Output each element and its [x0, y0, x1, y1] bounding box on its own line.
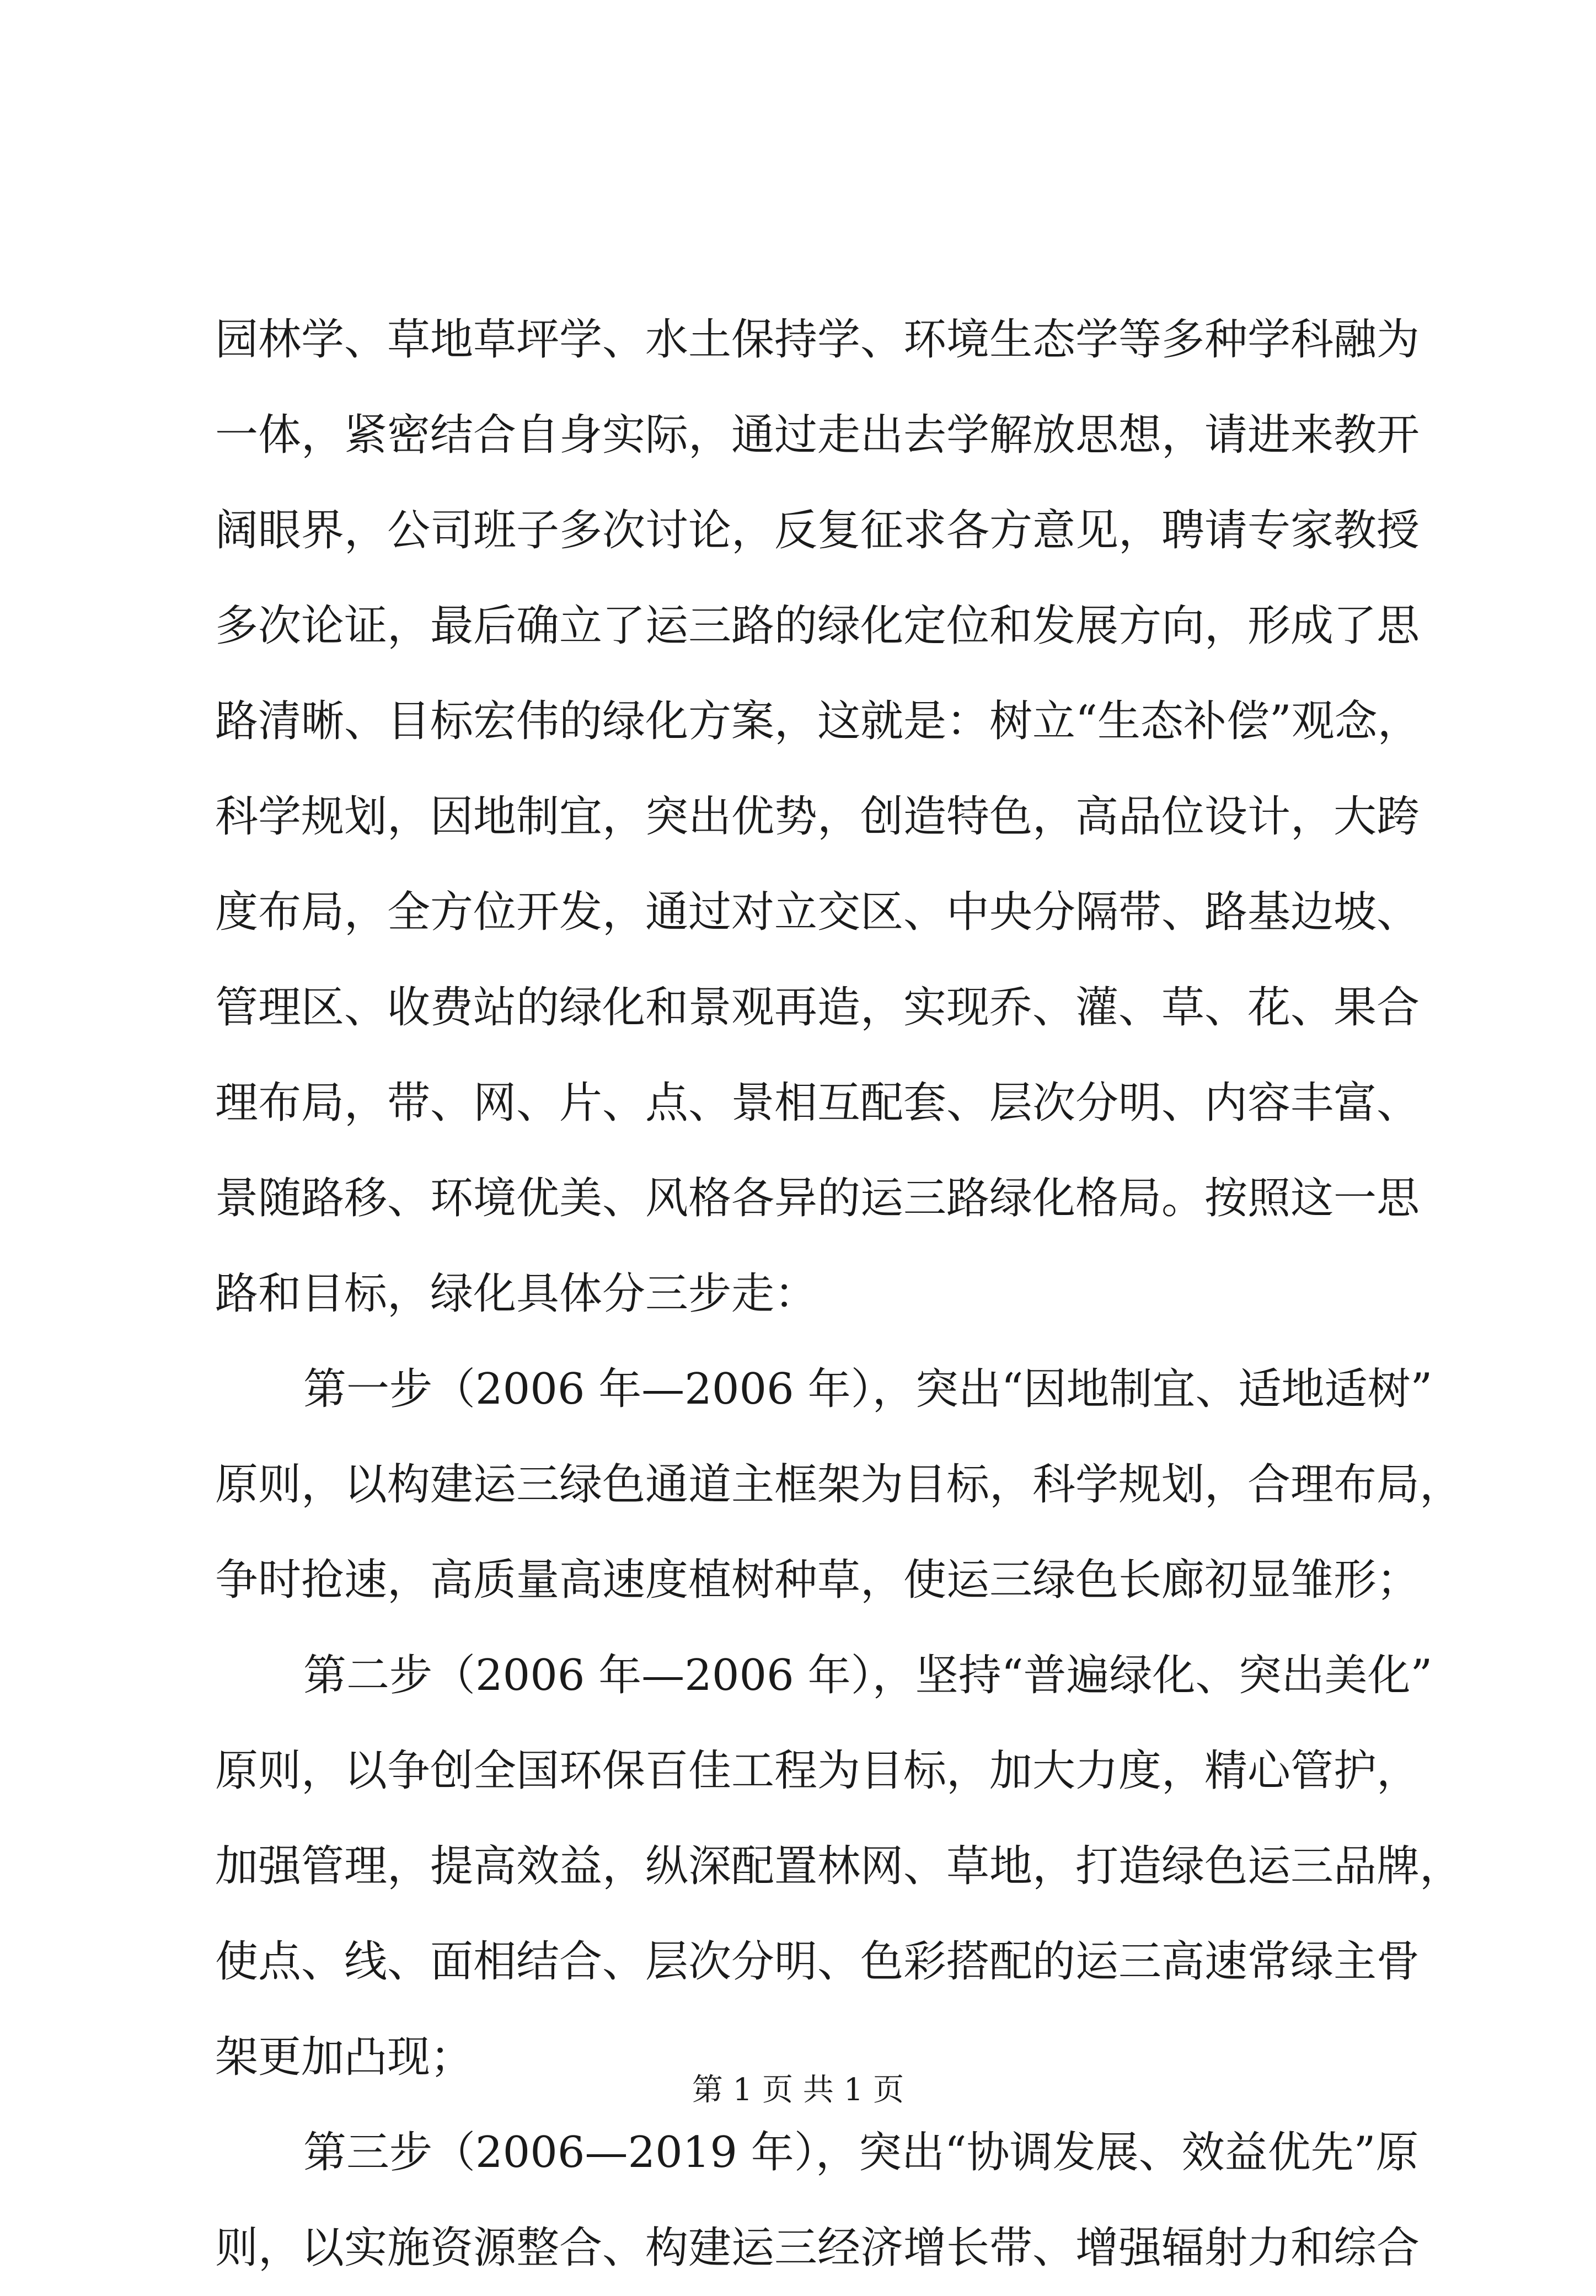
text-line: 架更加凸现；	[215, 2032, 474, 2082]
text-line: 加强管理，提高效益，纵深配置林网、草地，打造绿色运三品牌，	[215, 1842, 1463, 1891]
text-line: 多次论证，最后确立了运三路的绿化定位和发展方向，形成了思	[215, 601, 1420, 651]
text-line: 度布局，全方位开发，通过对立交区、中央分隔带、路基边坡、	[215, 887, 1420, 937]
page-footer: 第 1 页 共 1 页	[692, 2072, 904, 2108]
step-two-line: 第二步（2006 年—2006 年），坚持“普遍绿化、突出美化”	[303, 1651, 1433, 1700]
text-line: 园林学、草地草坪学、水土保持学、环境生态学等多种学科融为	[215, 315, 1420, 365]
text-line: 景随路移、环境优美、风格各异的运三路绿化格局。按照这一思	[215, 1174, 1420, 1223]
text-line: 原则，以争创全国环保百佳工程为目标，加大力度，精心管护，	[215, 1746, 1420, 1796]
text-line: 管理区、收费站的绿化和景观再造，实现乔、灌、草、花、果合	[215, 983, 1420, 1032]
step-three-line: 第三步（2006—2019 年），突出“协调发展、效益优先”原	[303, 2128, 1419, 2177]
text-line: 则，以实施资源整合、构建运三经济增长带、增强辐射力和综合	[215, 2223, 1420, 2273]
body-text	[215, 292, 1463, 2296]
text-line: 路清晰、目标宏伟的绿化方案，这就是：树立“生态补偿”观念，	[215, 697, 1421, 746]
text-line: 理布局，带、网、片、点、景相互配套、层次分明、内容丰富、	[215, 1078, 1420, 1128]
text-line: 原则，以构建运三绿色通道主框架为目标，科学规划，合理布局，	[215, 1460, 1463, 1510]
text-line: 科学规划，因地制宜，突出优势，创造特色，高品位设计，大跨	[215, 792, 1420, 842]
text-line: 路和目标，绿化具体分三步走：	[215, 1269, 818, 1319]
text-line: 使点、线、面相结合、层次分明、色彩搭配的运三高速常绿主骨	[215, 1937, 1420, 1987]
text-line: 阔眼界，公司班子多次讨论，反复征求各方意见，聘请专家教授	[215, 506, 1420, 555]
text-line: 一体，紧密结合自身实际，通过走出去学解放思想，请进来教开	[215, 410, 1420, 460]
step-one-line: 第一步（2006 年—2006 年），突出“因地制宜、适地适树”	[303, 1364, 1433, 1414]
text-line: 争时抢速，高质量高速度植树种草，使运三绿色长廊初显雏形；	[215, 1555, 1420, 1605]
